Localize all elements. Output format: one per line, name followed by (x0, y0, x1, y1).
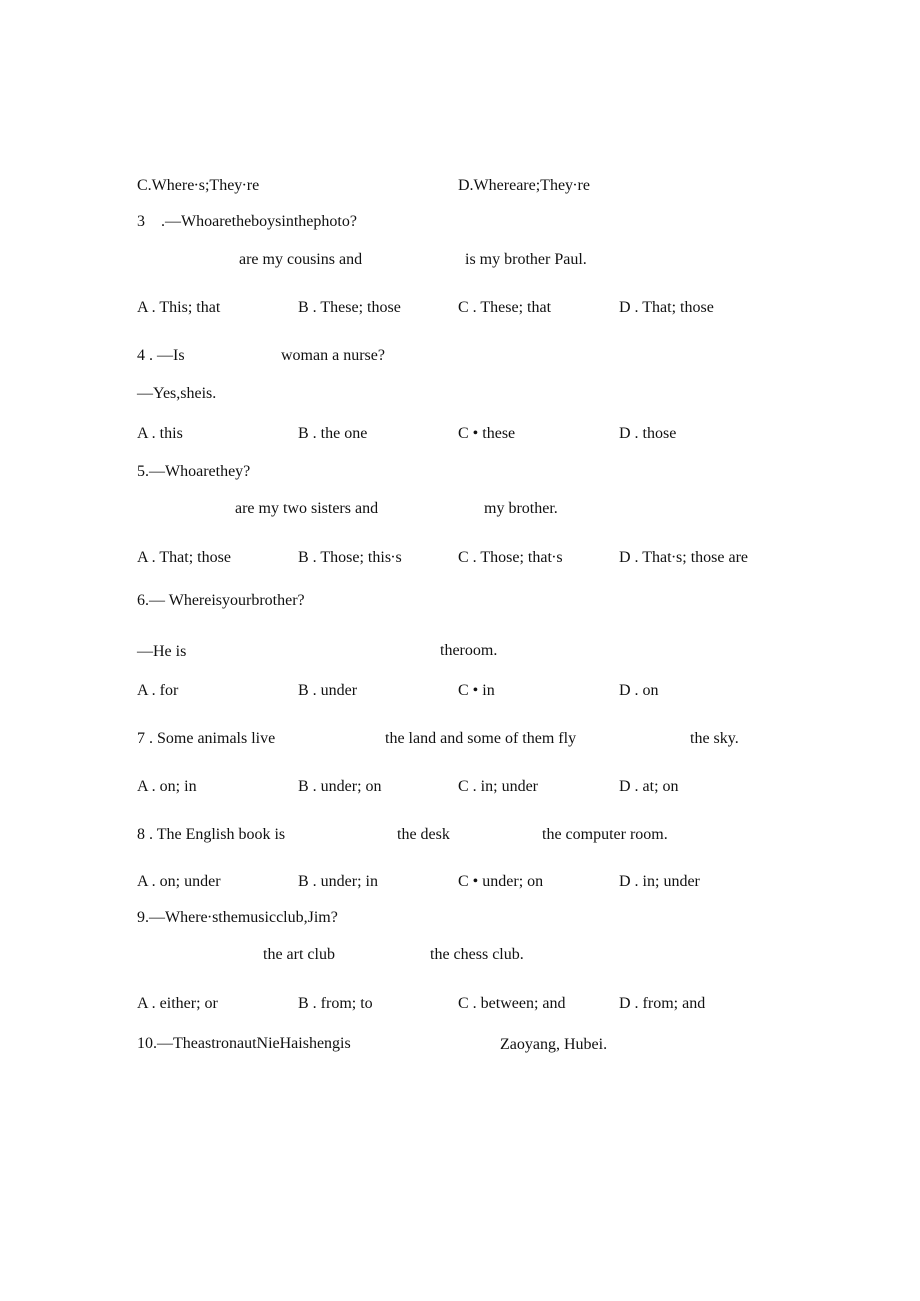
q7-part3: the sky. (690, 730, 739, 747)
q5-answer-part1: are my two sisters and (235, 500, 379, 517)
q3-answer-part1: are my cousins and (239, 251, 363, 268)
q6-reply-end: theroom. (440, 642, 498, 659)
q4-prompt-start: 4 . —Is (137, 347, 185, 364)
q5-option-d: D . That·s; those are (619, 549, 749, 566)
q6-option-b: B . under (298, 682, 358, 699)
q3-answer-part2: is my brother Paul. (465, 251, 587, 268)
q9-answer-part2: the chess club. (430, 946, 524, 963)
q5-option-a: A . That; those (137, 549, 231, 566)
q3-option-c: C . These; that (458, 299, 552, 316)
q8-option-b: B . under; in (298, 873, 378, 890)
q10-prompt: 10.—TheastronautNieHaishengis (137, 1035, 351, 1052)
q7-option-a: A . on; in (137, 778, 197, 795)
q6-option-c: C • in (458, 682, 495, 699)
q5-answer-part2: my brother. (484, 500, 558, 517)
q6-option-d: D . on (619, 682, 659, 699)
q9-option-c: C . between; and (458, 995, 566, 1012)
q8-option-d: D . in; under (619, 873, 700, 890)
q8-part1: 8 . The English book is (137, 826, 286, 843)
q5-prompt: 5.—Whoarethey? (137, 463, 251, 480)
q4-reply: —Yes,sheis. (137, 385, 217, 402)
q7-option-c: C . in; under (458, 778, 538, 795)
q3-option-b: B . These; those (298, 299, 401, 316)
q9-option-b: B . from; to (298, 995, 373, 1012)
q4-option-b: B . the one (298, 425, 368, 442)
q9-prompt: 9.—Where·sthemusicclub,Jim? (137, 909, 338, 926)
q4-option-c: C • these (458, 425, 516, 442)
q3-option-d: D . That; those (619, 299, 714, 316)
q7-part2: the land and some of them fly (385, 730, 577, 747)
q8-option-c: C • under; on (458, 873, 544, 890)
q6-prompt: 6.— Whereisyourbrother? (137, 592, 305, 609)
q4-option-a: A . this (137, 425, 183, 442)
q5-option-c: C . Those; that·s (458, 549, 563, 566)
q6-option-a: A . for (137, 682, 179, 699)
q7-part1: 7 . Some animals live (137, 730, 276, 747)
q3-prompt: 3 .—Whoaretheboysinthephoto? (137, 213, 357, 230)
q7-option-b: B . under; on (298, 778, 382, 795)
q6-reply-start: —He is (137, 643, 187, 660)
q10-prompt-end: Zaoyang, Hubei. (500, 1036, 608, 1053)
q9-option-d: D . from; and (619, 995, 706, 1012)
q4-prompt-end: woman a nurse? (281, 347, 385, 364)
q3-option-a: A . This; that (137, 299, 221, 316)
q9-option-a: A . either; or (137, 995, 218, 1012)
q8-option-a: A . on; under (137, 873, 221, 890)
q9-answer-part1: the art club (263, 946, 335, 963)
q7-option-d: D . at; on (619, 778, 679, 795)
q4-option-d: D . those (619, 425, 677, 442)
q2-option-c: C.Where·s;They·re (137, 177, 260, 194)
q2-option-d: D.Whereare;They·re (458, 177, 590, 194)
q8-part2: the desk (397, 826, 450, 843)
q8-part3: the computer room. (542, 826, 668, 843)
q5-option-b: B . Those; this·s (298, 549, 402, 566)
